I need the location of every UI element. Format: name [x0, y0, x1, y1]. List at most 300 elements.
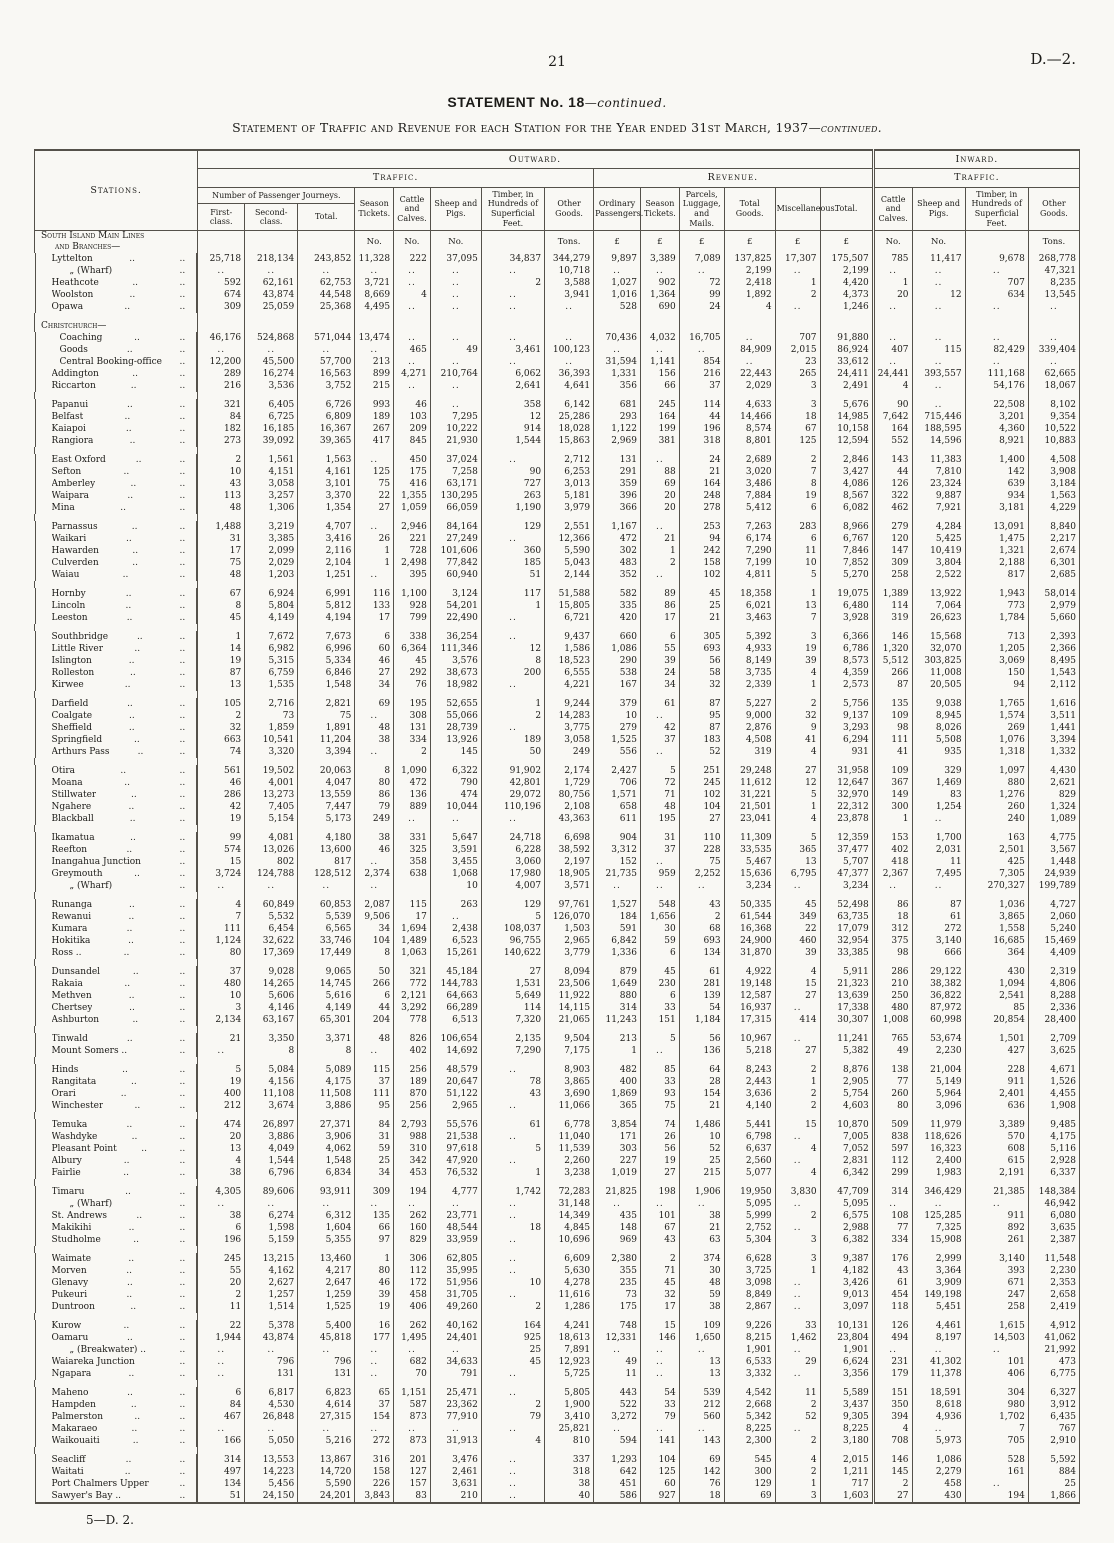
dot-leader: .. — [126, 400, 133, 411]
cell: 185 — [481, 557, 544, 569]
cell: 545 — [724, 1454, 775, 1466]
cell: 817 — [298, 856, 355, 868]
cell: .. — [298, 1198, 355, 1210]
station-name: Dunsandel — [51, 967, 101, 978]
cell: 48,544 — [430, 1222, 481, 1234]
cell: 14,596 — [912, 435, 965, 447]
cell: 7,325 — [912, 1222, 965, 1234]
cell: 13 — [775, 856, 820, 868]
cell: 16,705 — [679, 332, 724, 344]
station-name: Waipara — [51, 491, 90, 502]
cell: .. — [245, 344, 298, 356]
cell: 14,223 — [245, 1466, 298, 1478]
cell — [545, 1057, 594, 1064]
cell: 611 — [594, 813, 641, 825]
cell: 13,474 — [355, 332, 394, 344]
cell: 3,804 — [912, 557, 965, 569]
cell: 3,886 — [298, 1100, 355, 1112]
cell — [355, 959, 394, 966]
cell: 72 — [640, 777, 679, 789]
cell: .. — [724, 332, 775, 344]
cell: 75 — [640, 1100, 679, 1112]
cell — [35, 624, 198, 631]
cell — [394, 514, 431, 521]
cell: 2,029 — [724, 380, 775, 392]
cell: 14,692 — [430, 1045, 481, 1057]
cell: 125,285 — [912, 1210, 965, 1222]
cell — [545, 1447, 594, 1454]
station-name: St. Andrews — [51, 1211, 108, 1222]
cell: .. — [640, 265, 679, 277]
cell: 194 — [965, 1490, 1028, 1503]
table-row — [35, 765, 1080, 777]
cell: .. — [430, 1344, 481, 1356]
cell: 2 — [775, 1435, 820, 1447]
cell: 23,324 — [912, 478, 965, 490]
cell: 19 — [198, 813, 245, 825]
cell — [298, 1246, 355, 1253]
cell: .. — [640, 880, 679, 892]
cell: 1,100 — [394, 588, 431, 600]
cell — [430, 1112, 481, 1119]
cell: 43,874 — [245, 289, 298, 301]
cell: No. — [912, 231, 965, 254]
cell: 497 — [198, 1466, 245, 1478]
cell: .. — [481, 722, 544, 734]
cell: 5,812 — [298, 600, 355, 612]
cell: 707 — [965, 277, 1028, 289]
dot-leader: .. — [131, 1077, 137, 1088]
cell: 5,456 — [245, 1478, 298, 1490]
cell: 10 — [198, 466, 245, 478]
cell — [355, 892, 394, 899]
station-name: Rakaia — [51, 979, 83, 990]
cell — [820, 313, 873, 320]
cell: 636 — [965, 1100, 1028, 1112]
cell: 3,625 — [1028, 1045, 1079, 1057]
cell: 2,374 — [355, 868, 394, 880]
cell: 1,097 — [965, 765, 1028, 777]
cell: 60,940 — [430, 569, 481, 581]
cell: 30 — [640, 923, 679, 935]
cell: 339,404 — [1028, 344, 1079, 356]
cell: 873 — [394, 1435, 431, 1447]
cell: 93,911 — [298, 1186, 355, 1198]
dot-leader: .. — [179, 1369, 186, 1380]
station-label — [35, 631, 198, 643]
cell — [545, 447, 594, 454]
column-header-total-revenue: Total. — [820, 187, 873, 230]
dot-leader: .. — [125, 601, 132, 612]
cell: .. — [775, 1301, 820, 1313]
cell: 5 — [775, 569, 820, 581]
dot-leader: .. — [179, 1333, 186, 1344]
column-header-inward-cattle-calves: Cattle and Calves. — [873, 187, 912, 230]
cell — [481, 1026, 544, 1033]
cell — [873, 624, 912, 631]
cell: .. — [679, 880, 724, 892]
cell: 706 — [594, 777, 641, 789]
cell: 1,944 — [198, 1332, 245, 1344]
cell: .. — [198, 1045, 245, 1057]
station-label — [35, 765, 198, 777]
cell: 8,840 — [1028, 521, 1079, 533]
cell: 6 — [640, 990, 679, 1002]
cell: 302 — [594, 545, 641, 557]
station-label — [35, 301, 198, 313]
cell: 4 — [394, 289, 431, 301]
spacer-row — [35, 1447, 1080, 1454]
cell: 22,312 — [820, 801, 873, 813]
cell: 3,385 — [245, 533, 298, 545]
cell: 467 — [198, 1411, 245, 1423]
cell: 1 — [481, 600, 544, 612]
cell: 9,305 — [820, 1411, 873, 1423]
cell: 6,454 — [245, 923, 298, 935]
cell: 4,461 — [912, 1320, 965, 1332]
cell: .. — [775, 301, 820, 313]
cell: 1,286 — [545, 1301, 594, 1313]
cell: 46 — [394, 399, 431, 411]
cell: 6,080 — [1028, 1210, 1079, 1222]
cell: 4,221 — [545, 679, 594, 691]
cell: 561 — [198, 765, 245, 777]
cell — [1028, 320, 1079, 332]
cell: .. — [481, 1289, 544, 1301]
dot-leader: .. — [136, 632, 143, 643]
cell: 3 — [775, 631, 820, 643]
cell: 325 — [394, 844, 431, 856]
cell: 1,531 — [481, 978, 544, 990]
cell: 4,217 — [298, 1265, 355, 1277]
station-name: Seacliff — [51, 1455, 86, 1466]
dot-leader: .. — [179, 1436, 186, 1447]
cell: .. — [394, 332, 431, 344]
dot-leader: .. — [128, 1254, 135, 1265]
cell: .. — [298, 1423, 355, 1435]
cell: 6,174 — [724, 533, 775, 545]
cell: 102 — [679, 789, 724, 801]
cell: 13 — [198, 679, 245, 691]
cell: 3,020 — [724, 466, 775, 478]
cell: 189 — [481, 734, 544, 746]
dot-leader: .. — [128, 711, 135, 722]
cell: 11,378 — [912, 1368, 965, 1380]
cell: 7 — [775, 466, 820, 478]
cell: 5,116 — [1028, 1143, 1079, 1155]
cell — [298, 892, 355, 899]
cell: 5,804 — [245, 600, 298, 612]
cell: 5,400 — [298, 1320, 355, 1332]
table-row — [35, 1198, 1080, 1210]
station-label — [35, 1198, 198, 1210]
cell: 61 — [679, 966, 724, 978]
cell: 402 — [873, 844, 912, 856]
station-label — [35, 1277, 198, 1289]
dot-leader: .. — [127, 1388, 133, 1399]
cell — [35, 447, 198, 454]
statement-title — [0, 94, 1114, 110]
cell: 309 — [198, 301, 245, 313]
cell — [545, 581, 594, 588]
cell: 153 — [873, 832, 912, 844]
dot-leader: .. — [179, 570, 186, 581]
cell: 765 — [873, 1033, 912, 1045]
cell — [298, 1112, 355, 1119]
cell: 25,718 — [198, 253, 245, 265]
cell: 6,786 — [820, 643, 873, 655]
dot-leader: .. — [179, 1400, 186, 1411]
cell: 15,636 — [724, 868, 775, 880]
cell: 4,229 — [1028, 502, 1079, 514]
cell: 552 — [873, 435, 912, 447]
cell: 108,037 — [481, 923, 544, 935]
cell: 27,315 — [298, 1411, 355, 1423]
cell: 20 — [640, 502, 679, 514]
cell: 9,065 — [298, 966, 355, 978]
cell: 1,355 — [394, 490, 431, 502]
cell — [245, 825, 298, 832]
cell: 49,260 — [430, 1301, 481, 1313]
cell: .. — [679, 1198, 724, 1210]
cell: 8,094 — [545, 966, 594, 978]
cell: 279 — [594, 722, 641, 734]
cell: .. — [640, 1198, 679, 1210]
cell — [594, 1026, 641, 1033]
cell: 86,924 — [820, 344, 873, 356]
cell: 4,359 — [820, 667, 873, 679]
station-name: Pukeuri — [51, 1290, 88, 1301]
station-label — [35, 435, 198, 447]
cell: 69 — [724, 1490, 775, 1503]
station-name: Makikihi — [51, 1223, 92, 1234]
cell: 99 — [679, 289, 724, 301]
cell: 44 — [873, 466, 912, 478]
cell: .. — [355, 569, 394, 581]
cell: 97,761 — [545, 899, 594, 911]
cell: 3,735 — [724, 667, 775, 679]
cell: 8,849 — [724, 1289, 775, 1301]
cell — [820, 691, 873, 698]
station-name: Hokitika — [51, 936, 91, 947]
cell: 1,068 — [430, 868, 481, 880]
cell — [394, 758, 431, 765]
cell: 7,290 — [724, 545, 775, 557]
cell: 3,928 — [820, 612, 873, 624]
dot-leader: .. — [179, 1278, 186, 1289]
cell: 6,555 — [545, 667, 594, 679]
cell: .. — [430, 380, 481, 392]
station-name: Ngapara — [51, 1369, 92, 1380]
cell — [430, 447, 481, 454]
cell: 2,188 — [965, 557, 1028, 569]
cell: 118,626 — [912, 1131, 965, 1143]
dot-leader: .. — [126, 345, 133, 356]
station-label — [35, 734, 198, 746]
cell: 318 — [679, 435, 724, 447]
cell — [873, 514, 912, 521]
cell: 16,563 — [298, 368, 355, 380]
cell: 1,891 — [298, 722, 355, 734]
cell: .. — [481, 1253, 544, 1265]
cell: 4,284 — [912, 521, 965, 533]
cell: 17 — [640, 612, 679, 624]
cell: 4,182 — [820, 1265, 873, 1277]
cell: 6,228 — [481, 844, 544, 856]
station-name: Sefton — [51, 467, 82, 478]
table-row — [35, 1454, 1080, 1466]
cell: 3,312 — [594, 844, 641, 856]
dot-leader: .. — [179, 412, 186, 423]
cell — [35, 1026, 198, 1033]
column-header-other-goods: Other Goods. — [545, 187, 594, 230]
table-row — [35, 832, 1080, 844]
cell: 53,674 — [912, 1033, 965, 1045]
station-name: Morven — [51, 1266, 87, 1277]
cell: 538 — [594, 667, 641, 679]
cell: 11,612 — [724, 777, 775, 789]
cell: 5,240 — [1028, 923, 1079, 935]
cell — [198, 392, 245, 399]
cell: .. — [394, 356, 431, 368]
cell: 47,321 — [1028, 265, 1079, 277]
cell: 18,358 — [724, 588, 775, 600]
cell: 556 — [594, 746, 641, 758]
cell: .. — [873, 265, 912, 277]
station-label — [35, 277, 198, 289]
cell: 7,320 — [481, 1014, 544, 1026]
cell — [298, 758, 355, 765]
cell — [965, 231, 1028, 254]
cell: 38 — [198, 1167, 245, 1179]
dot-leader: .. — [179, 1015, 186, 1026]
cell: 4,707 — [298, 521, 355, 533]
cell: 242 — [679, 545, 724, 557]
cell: .. — [640, 344, 679, 356]
statement-title-main: STATEMENT No. 18 — [447, 94, 585, 110]
cell: 11,241 — [820, 1033, 873, 1045]
cell — [430, 320, 481, 332]
cell: 4,727 — [1028, 899, 1079, 911]
dot-leader: .. — [130, 1302, 137, 1313]
cell — [965, 1112, 1028, 1119]
cell — [775, 447, 820, 454]
cell: 267 — [355, 423, 394, 435]
cell: 3,752 — [298, 380, 355, 392]
cell: 37 — [640, 734, 679, 746]
cell: 7,891 — [545, 1344, 594, 1356]
cell — [1028, 691, 1079, 698]
cell: .. — [481, 1100, 544, 1112]
cell: 84,909 — [724, 344, 775, 356]
cell — [724, 959, 775, 966]
cell: 1,331 — [594, 368, 641, 380]
cell — [298, 447, 355, 454]
cell: 114 — [873, 600, 912, 612]
cell: 138 — [873, 1064, 912, 1076]
cell: 671 — [965, 1277, 1028, 1289]
cell: 8,197 — [912, 1332, 965, 1344]
cell — [394, 825, 431, 832]
cell: 9,244 — [545, 698, 594, 710]
dot-leader: .. — [179, 1424, 186, 1435]
cell: 292 — [394, 667, 431, 679]
cell: 13,273 — [245, 789, 298, 801]
spacer-row — [35, 624, 1080, 631]
cell: 1,702 — [965, 1411, 1028, 1423]
cell — [873, 1380, 912, 1387]
cell — [1028, 313, 1079, 320]
dot-leader: .. — [179, 1254, 186, 1265]
cell: 5 — [775, 789, 820, 801]
cell: 10 — [594, 710, 641, 722]
cell — [965, 691, 1028, 698]
cell: 1,901 — [724, 1344, 775, 1356]
cell: 146 — [873, 631, 912, 643]
cell — [198, 1313, 245, 1320]
cell — [679, 825, 724, 832]
cell: 97,618 — [430, 1143, 481, 1155]
cell: 51,588 — [545, 588, 594, 600]
station-label — [35, 1002, 198, 1014]
cell: .. — [965, 1478, 1028, 1490]
cell: 2,031 — [912, 844, 965, 856]
cell — [198, 447, 245, 454]
station-name: Papanui — [51, 400, 89, 411]
cell: .. — [198, 1198, 245, 1210]
cell: .. — [481, 679, 544, 691]
cell — [965, 892, 1028, 899]
cell — [912, 1057, 965, 1064]
dot-leader: .. — [128, 991, 135, 1002]
cell: 8,567 — [820, 490, 873, 502]
cell: 142 — [679, 1466, 724, 1478]
cell: 3,416 — [298, 533, 355, 545]
cell: 38 — [355, 734, 394, 746]
station-name: Rangiora — [51, 436, 94, 447]
cell: 1,649 — [594, 978, 641, 990]
cell — [820, 825, 873, 832]
cell: 693 — [679, 935, 724, 947]
cell: 15,863 — [545, 435, 594, 447]
cell: 25,821 — [545, 1423, 594, 1435]
cell: 13,545 — [1028, 289, 1079, 301]
cell: 57,700 — [298, 356, 355, 368]
cell: .. — [679, 1423, 724, 1435]
cell: 2,969 — [594, 435, 641, 447]
cell: .. — [873, 301, 912, 313]
cell — [820, 1026, 873, 1033]
cell: 2,821 — [298, 698, 355, 710]
cell: 166 — [198, 1435, 245, 1447]
cell — [640, 758, 679, 765]
cell: 3,426 — [820, 1277, 873, 1289]
table-row — [35, 1119, 1080, 1131]
cell: 911 — [965, 1076, 1028, 1088]
cell: 892 — [965, 1222, 1028, 1234]
column-header-timber: Timber, in Hundreds of Superficial Feet. — [481, 187, 544, 230]
station-label — [35, 344, 198, 356]
cell: 18 — [679, 1490, 724, 1503]
table-row — [35, 655, 1080, 667]
cell: 5,216 — [298, 1435, 355, 1447]
cell: 6,609 — [545, 1253, 594, 1265]
cell: 3,427 — [820, 466, 873, 478]
cell: 3,779 — [545, 947, 594, 959]
cell: 90 — [873, 399, 912, 411]
cell: 66,059 — [430, 502, 481, 514]
cell: 1,900 — [545, 1399, 594, 1411]
